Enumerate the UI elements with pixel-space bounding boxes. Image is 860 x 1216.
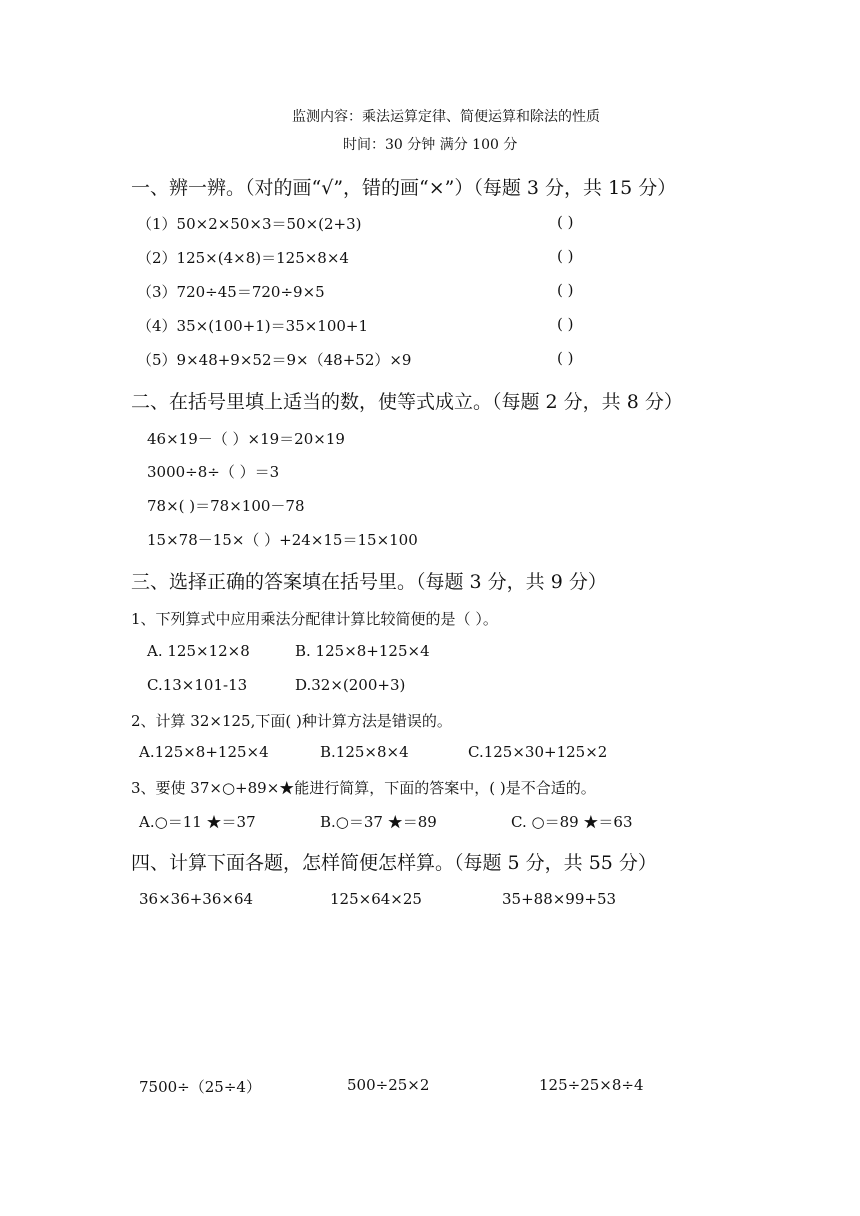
judge-answer-blank-1[interactable]: ( ) xyxy=(557,213,574,231)
choice-q1-option-a[interactable]: A. 125×12×8 xyxy=(147,642,250,660)
calc-item-5: 500÷25×2 xyxy=(347,1076,430,1094)
judge-answer-blank-5[interactable]: ( ) xyxy=(557,349,574,367)
calc-item-6: 125÷25×8÷4 xyxy=(539,1076,644,1094)
judge-item-5: （5）9×48+9×52＝9×（48+52）×9 xyxy=(137,351,412,369)
fill-item-4: 15×78－15×（ ）+24×15＝15×100 xyxy=(147,531,418,549)
time-score-line: 时间：30 分钟 满分 100 分 xyxy=(343,137,518,153)
content-header: 监测内容：乘法运算定律、简便运算和除法的性质 xyxy=(292,109,600,125)
choice-q1-option-b[interactable]: B. 125×8+125×4 xyxy=(295,642,430,660)
choice-q1-stem: 1、下列算式中应用乘法分配律计算比较简便的是（ ）。 xyxy=(131,610,498,628)
section1-title: 一、辨一辨。（对的画“√”，错的画“×”）（每题 3 分，共 15 分） xyxy=(131,177,677,199)
choice-q2-option-b[interactable]: B.125×8×4 xyxy=(320,743,409,761)
judge-item-1: （1）50×2×50×3＝50×(2+3) xyxy=(137,215,362,233)
calc-item-2: 125×64×25 xyxy=(330,890,422,908)
choice-q2-stem: 2、计算 32×125,下面( )种计算方法是错误的。 xyxy=(131,712,452,730)
section4-title: 四、计算下面各题，怎样简便怎样算。（每题 5 分，共 55 分） xyxy=(131,852,657,874)
judge-answer-blank-2[interactable]: ( ) xyxy=(557,247,574,265)
choice-q3-option-a[interactable]: A.○＝11 ★＝37 xyxy=(139,813,256,831)
judge-answer-blank-3[interactable]: ( ) xyxy=(557,281,574,299)
section3-title: 三、选择正确的答案填在括号里。（每题 3 分，共 9 分） xyxy=(131,571,607,593)
choice-q1-option-d[interactable]: D.32×(200+3) xyxy=(295,676,406,694)
fill-item-2: 3000÷8÷（ ）＝3 xyxy=(147,463,280,481)
fill-item-1: 46×19－（ ）×19＝20×19 xyxy=(147,430,345,448)
judge-item-2: （2）125×(4×8)＝125×8×4 xyxy=(137,249,349,267)
choice-q3-stem: 3、要使 37×○+89×★能进行简算，下面的答案中，( )是不合适的。 xyxy=(131,779,596,797)
calc-item-4: 7500÷（25÷4） xyxy=(139,1078,261,1096)
calc-item-1: 36×36+36×64 xyxy=(139,890,254,908)
choice-q3-option-b[interactable]: B.○＝37 ★＝89 xyxy=(320,813,437,831)
judge-answer-blank-4[interactable]: ( ) xyxy=(557,315,574,333)
fill-item-3: 78×( )＝78×100－78 xyxy=(147,497,305,515)
judge-item-4: （4）35×(100+1)＝35×100+1 xyxy=(137,317,369,335)
calc-item-3: 35+88×99+53 xyxy=(502,890,617,908)
choice-q3-option-c[interactable]: C. ○＝89 ★＝63 xyxy=(511,813,633,831)
section2-title: 二、在括号里填上适当的数，使等式成立。（每题 2 分，共 8 分） xyxy=(131,391,683,413)
choice-q2-option-c[interactable]: C.125×30+125×2 xyxy=(468,743,608,761)
choice-q1-option-c[interactable]: C.13×101-13 xyxy=(147,676,248,694)
judge-item-3: （3）720÷45＝720÷9×5 xyxy=(137,283,325,301)
choice-q2-option-a[interactable]: A.125×8+125×4 xyxy=(139,743,269,761)
